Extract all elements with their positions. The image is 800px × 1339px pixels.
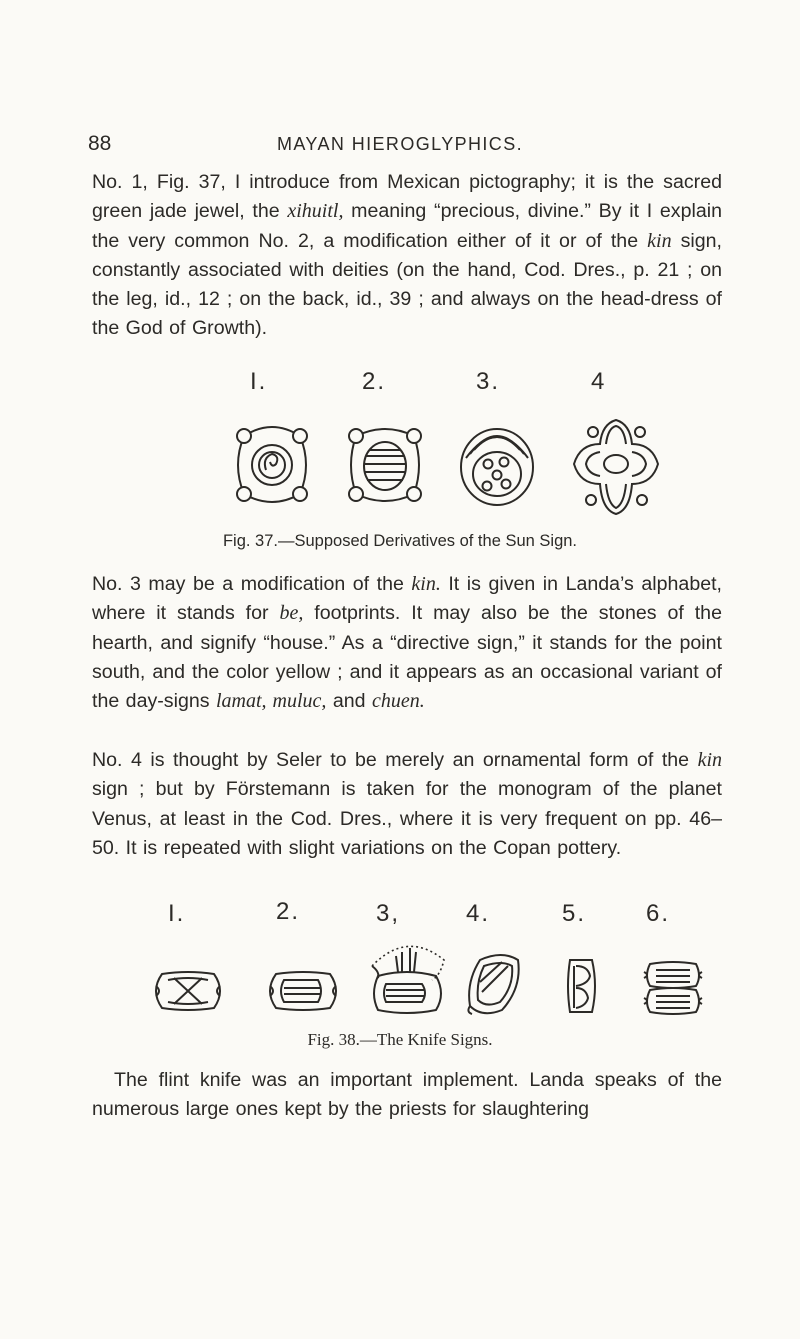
- knife-sign-3: [362, 936, 452, 1016]
- p3-text-b: sign ; but by Förstemann is taken for the monogram of the planet Venus, at least in the Cod. Dres., where it is very frequent on pp. 46–50. It is repeated with slight variations on the Copan pottery.: [92, 778, 722, 859]
- page-header: [88, 132, 712, 162]
- p2-italic-kin: kin.: [411, 573, 441, 595]
- p2-italic-be: be,: [279, 602, 304, 625]
- fig38-caption: Fig. 38.—The Knife Signs.: [307, 1030, 493, 1049]
- p1-italic-kin: kin: [647, 229, 672, 252]
- paragraph-3: [92, 746, 722, 863]
- running-head: MAYAN HIEROGLYPHICS.: [276, 134, 524, 154]
- p2-text-d: and: [326, 690, 373, 713]
- fig38-number-1: I.: [168, 900, 186, 927]
- kin-variant-glyph: [344, 420, 426, 510]
- page-number: 88: [88, 132, 112, 155]
- fig37-number-4: 4: [591, 368, 607, 395]
- fig38-number-2: 2.: [276, 898, 301, 925]
- fig38-number-4: 4.: [466, 900, 491, 927]
- p2-text-a: No. 3 may be a modification of the: [92, 573, 412, 595]
- fig37-number-1: I.: [250, 368, 268, 395]
- fig37-number-3: 3.: [476, 368, 501, 395]
- p1-italic-xihuitl: xihuitl,: [287, 200, 344, 223]
- p2-text-b: It is given in Landa’s alphabet, where it stands for: [92, 573, 723, 625]
- p2-italic-chuen: chuen.: [372, 690, 425, 713]
- fig38-number-5: 5.: [562, 900, 587, 927]
- venus-monogram-glyph: [566, 414, 666, 520]
- knife-sign-1: [148, 968, 228, 1014]
- knife-sign-4: [462, 952, 526, 1018]
- p1-text-c: sign, constantly associated with deities (on the hand, Cod. Dres., p. 21 ; on the leg, id., 12 ; on the back, id., 39 ; and always on the head-dress of the God of Growth).: [92, 229, 722, 340]
- paragraph-1: [92, 168, 722, 344]
- paragraph-2: [92, 570, 722, 716]
- paragraph-4: [92, 1066, 722, 1125]
- hearth-stones-glyph: [456, 420, 538, 510]
- p3-italic-kin: kin: [697, 749, 722, 771]
- fig37-caption: Fig. 37.—Supposed Derivatives of the Sun Sign.: [222, 532, 578, 550]
- jade-jewel-glyph: [232, 420, 312, 510]
- p2-italic-day-signs: lamat, muluc,: [215, 690, 327, 713]
- fig38-number-6: 6.: [646, 900, 671, 927]
- p1-text-a: No. 1, Fig. 37, I introduce from Mexican pictography; it is the sacred green jade jewel, the: [92, 171, 722, 223]
- fig37-number-2: 2.: [362, 368, 387, 395]
- p1-text-b: meaning “precious, divine.” By it I explain the very common No. 2, a modification either of it or of the: [92, 200, 722, 252]
- p3-text-a: No. 4 is thought by Seler to be merely an ornamental form of the: [92, 749, 698, 771]
- fig38-number-3: 3,: [376, 900, 401, 927]
- p2-text-c: footprints. It may also be the stones of the hearth, and signify “house.” As a “directive sign,” it stands for the point south, and the color yellow ; and it appears as an occasional variant of the day-signs: [92, 602, 722, 713]
- knife-sign-2: [262, 968, 344, 1014]
- p4-text-a: The flint knife was an important implement. Landa speaks of the numerous large ones kept by the priests for slaughtering: [92, 1069, 722, 1121]
- knife-sign-6: [642, 960, 704, 1016]
- knife-sign-5: [564, 956, 600, 1016]
